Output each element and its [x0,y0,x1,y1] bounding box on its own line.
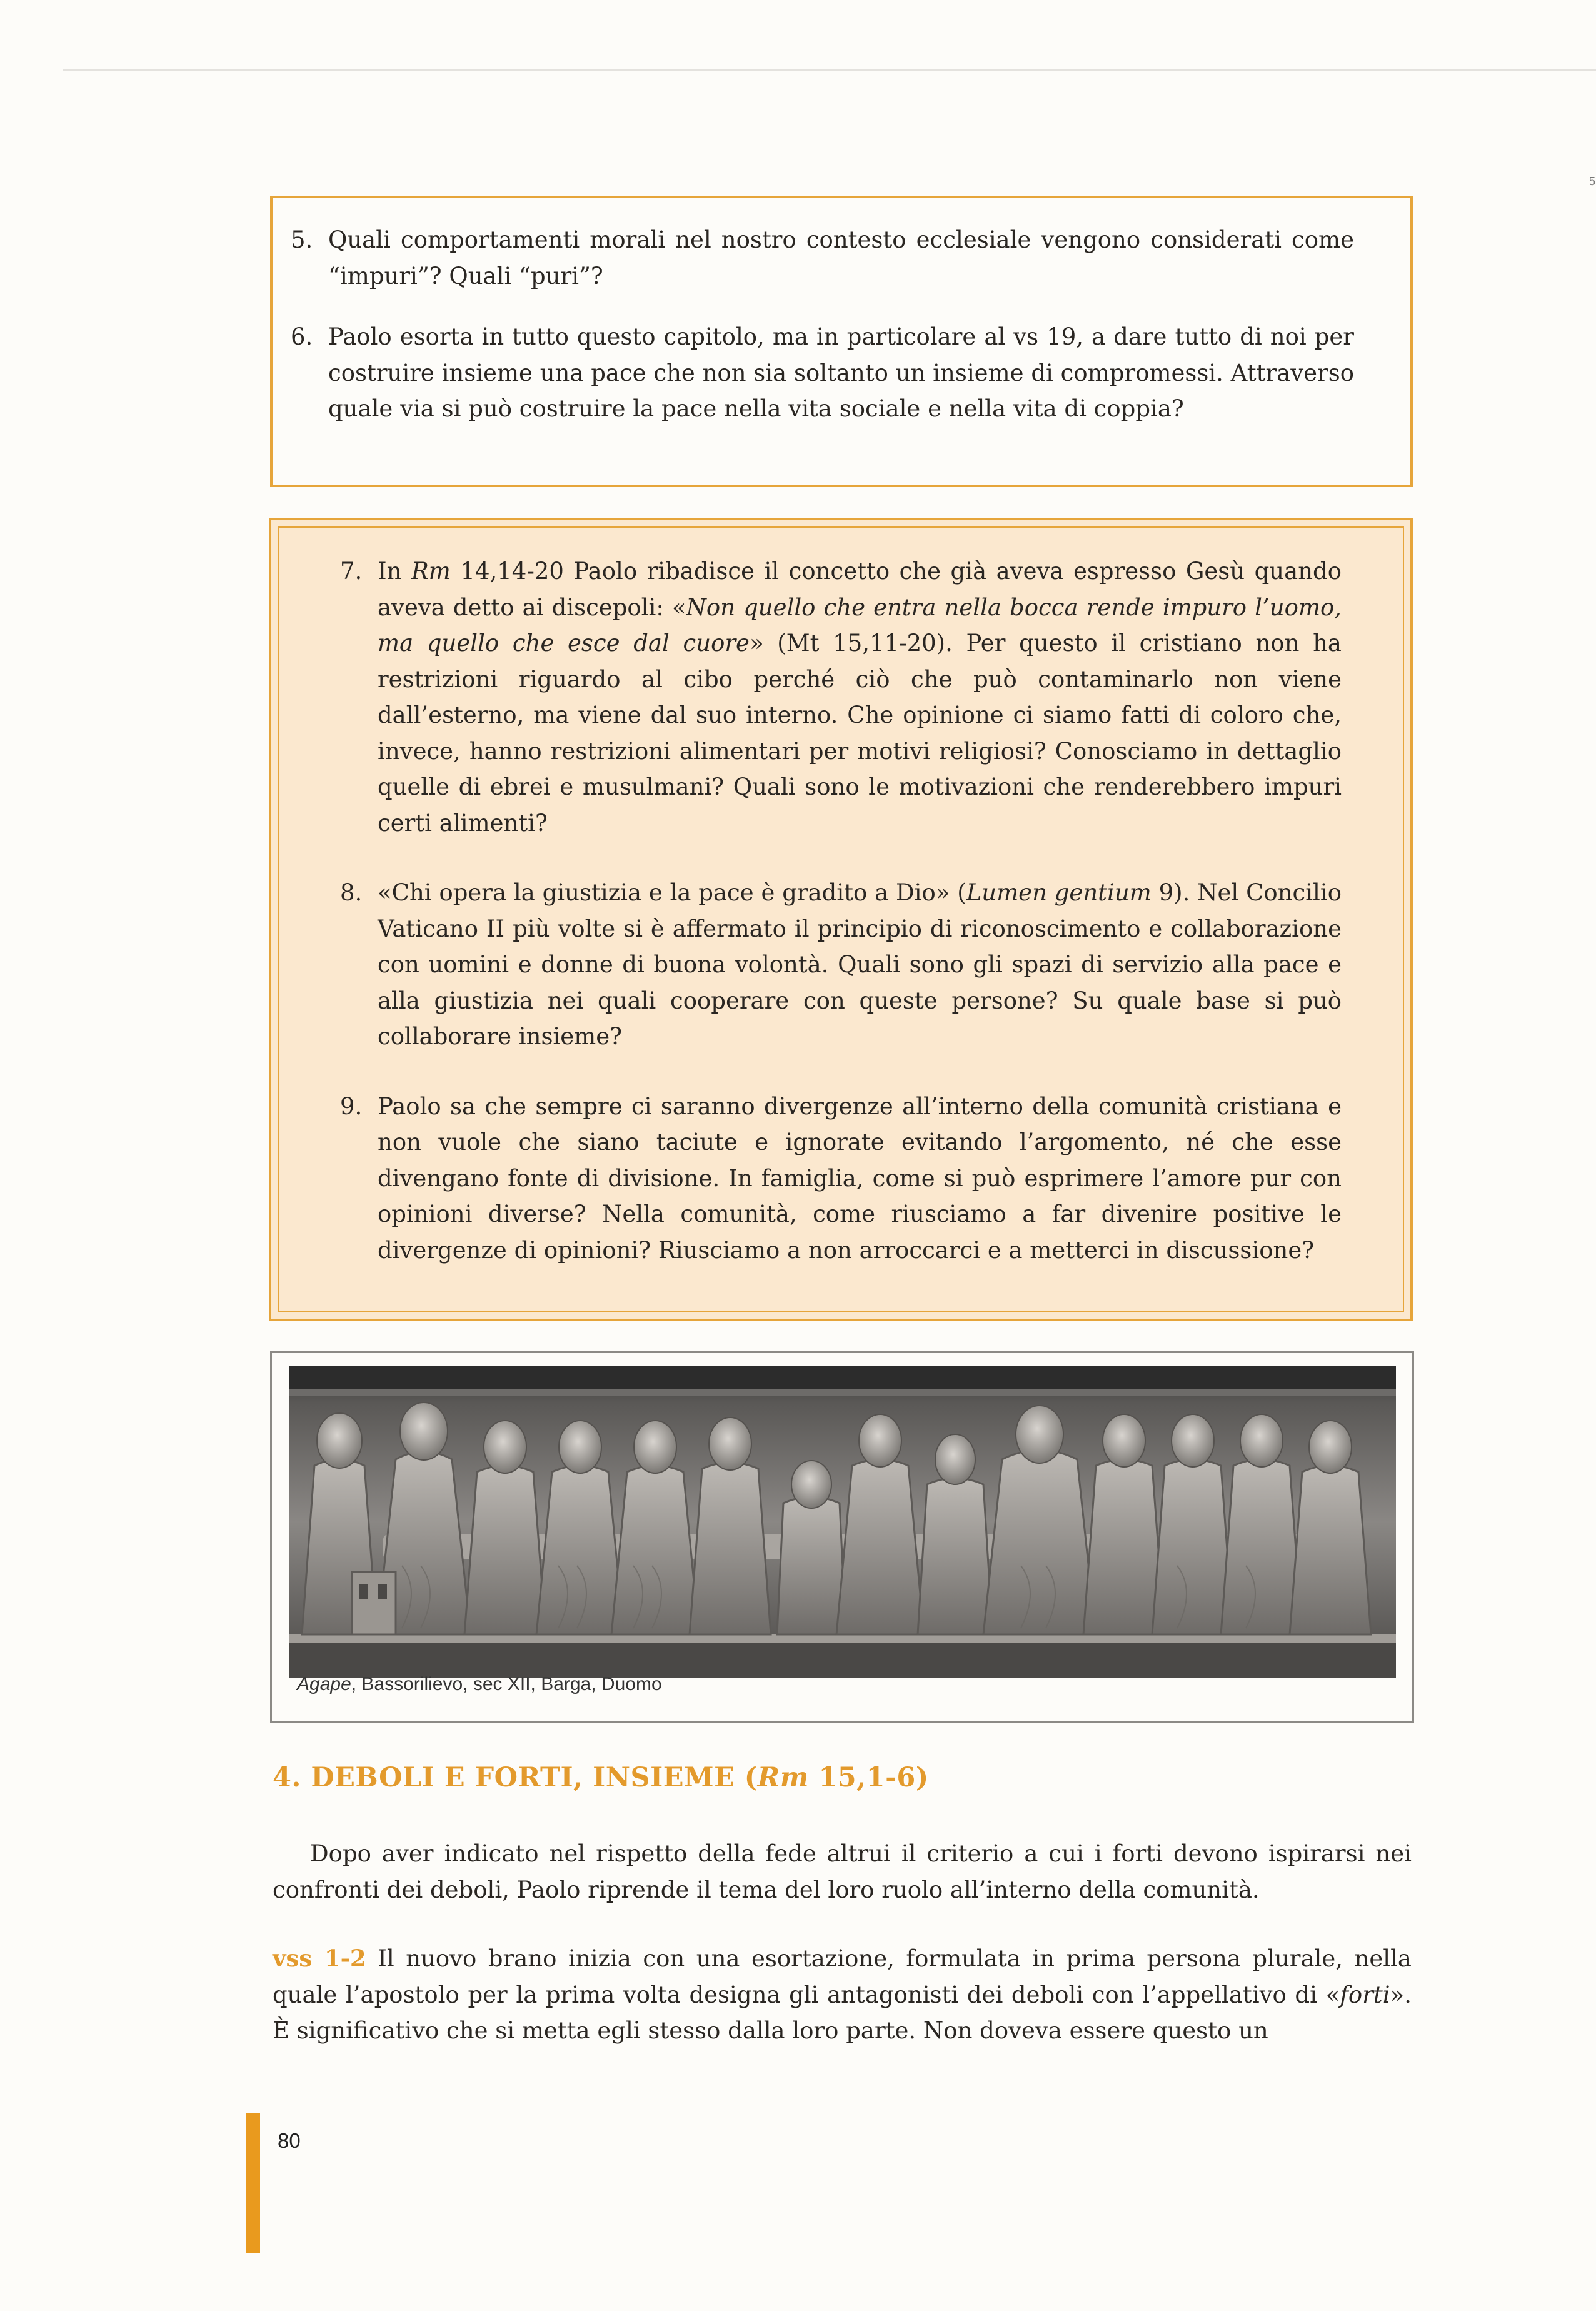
page-number: 80 [278,2129,301,2152]
question-number: 5. [291,226,313,253]
document-reference: Lumen gentium [966,879,1152,906]
question-7 [340,553,1342,841]
question-text-part: 9). Nel Concilio Vaticano II più volte si è affermato il principio di riconoscimento e collaborazione con uomini e donne di buona volontà. Quali sono gli spazi di servizio alla pace e alla giustizia nei quali cooperare con queste persone? Su quale base si può collaborare insieme? [378,879,1342,1050]
scan-edge-line [63,69,1596,71]
question-6 [291,319,1354,427]
question-8 [340,875,1342,1055]
question-number: 8. [340,879,363,906]
questions-list-middle [340,553,1342,1268]
paragraph-text: Il nuovo brano inizia con una esortazione, formulata in prima persona plurale, nella quale l’apostolo per la prima volta designa gli antagonisti dei deboli con l’appellativo di « [273,1945,1412,2008]
question-text: Quali comportamenti morali nel nostro contesto ecclesiale vengono considerati come “impuri”? Quali “puri”? [328,226,1354,290]
questions-box-top [270,196,1413,487]
question-text: Paolo esorta in tutto questo capitolo, ma in particolare al vs 19, a dare tutto di noi per costruire insieme una pace che non sia soltanto un insieme di compromessi. Attraverso quale via si può costruire la pace nella vita sociale e nella vita di coppia? [328,323,1354,422]
heading-text: 4. DEBOLI E FORTI, INSIEME ( [273,1762,758,1793]
question-number: 7. [340,558,363,585]
heading-reference: Rm [757,1762,809,1793]
body-paragraph-1: Dopo aver indicato nel rispetto della fede altrui il criterio a cui i forti devono ispirarsi nei confronti dei deboli, Paolo riprende il tema del loro ruolo all’interno della comunità. [273,1840,1412,1903]
verse-reference: vss 1-2 [273,1945,366,1972]
footer-accent-bar [246,2113,260,2253]
corner-mark: 5 [1588,175,1596,188]
question-text-part: «Chi opera la giustizia e la pace è gradito a Dio» ( [378,879,966,906]
figure-caption [297,1674,662,1695]
question-text-part: 14,14-20 Paolo ribadisce il concetto che già aveva espresso Gesù quando aveva detto ai discepoli: « [378,558,1342,621]
questions-box-middle [269,518,1413,1321]
key-term: forti [1340,1981,1390,2008]
figure-bas-relief [270,1351,1414,1723]
question-text-part: In [378,558,411,585]
section-heading [273,1762,929,1793]
question-number: 6. [291,323,313,350]
heading-text: 15,1-6) [808,1762,929,1793]
question-text-part: » (Mt 15,11-20). Per questo il cristiano non ha restrizioni riguardo al cibo perché ciò che può contaminarlo non viene dall’esterno, ma viene dal suo interno. Che opinione ci siamo fatti di coloro che, invece, hanno restrizioni alimentari per motivi religiosi? Conosciamo in dettaglio quelle di ebrei e musulmani? Quali sono le motivazioni che renderebbero impuri certi alimenti? [378,630,1342,837]
bas-relief-image [289,1366,1396,1678]
paragraph-text: ». È significativo che si metta egli stesso dalla loro parte. Non doveva essere questo un [273,1981,1412,2044]
gospel-quote: Non quello che entra nella bocca rende impuro l’uomo, ma quello che esce dal cuore [378,593,1342,657]
question-text: Paolo sa che sempre ci saranno divergenze all’interno della comunità cristiana e non vuole che siano taciute e ignorate evitando l’argomento, né che esse divengano fonte di divisione. In famiglia, come si può esprimere l’amore pur con opinioni diverse? Nella comunità, come riusciamo a far divenire positive le divergenze di opinioni? Riusciamo a non arroccarci e a metterci in discussione? [378,1092,1342,1264]
question-number: 9. [340,1092,363,1120]
caption-title: Agape [297,1674,351,1694]
question-9 [340,1089,1342,1269]
question-5 [291,222,1354,294]
caption-details: , Bassorilievo, sec XII, Barga, Duomo [351,1674,662,1694]
body-paragraph-2 [273,1941,1412,2049]
questions-list-top [291,222,1354,427]
bible-reference: Rm [411,558,451,585]
